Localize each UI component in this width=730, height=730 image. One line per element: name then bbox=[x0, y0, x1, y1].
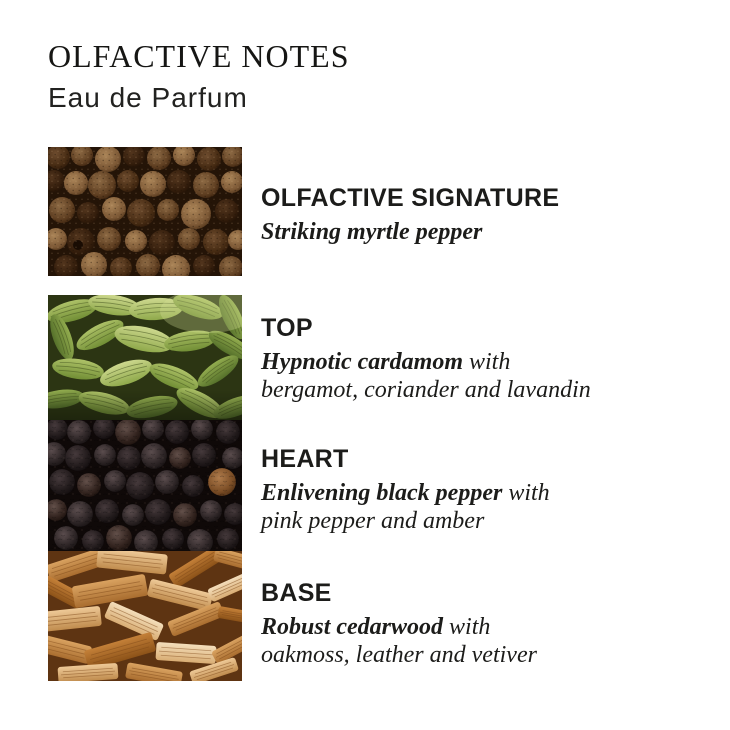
section-description bbox=[261, 348, 711, 404]
section-heading: OLFACTIVE SIGNATURE bbox=[261, 184, 560, 212]
section-top-notes bbox=[261, 315, 711, 404]
section-description bbox=[261, 613, 711, 669]
section-heading: TOP bbox=[261, 314, 313, 342]
section-heart-notes bbox=[261, 446, 711, 535]
section-heading: HEART bbox=[261, 445, 349, 473]
description-rest-line1: with bbox=[443, 614, 491, 640]
description-highlight: Hypnotic cardamom bbox=[261, 349, 463, 375]
cardamom-image bbox=[48, 295, 242, 420]
section-description bbox=[261, 218, 711, 246]
section-base-notes bbox=[261, 580, 711, 669]
section-description bbox=[261, 479, 711, 535]
description-highlight: Striking myrtle pepper bbox=[261, 219, 483, 245]
description-highlight: Robust cedarwood bbox=[261, 614, 444, 640]
cedarwood-image bbox=[48, 551, 242, 681]
black-pepper-image bbox=[48, 420, 242, 551]
page-subtitle: Eau de Parfum bbox=[48, 82, 248, 113]
section-heading: BASE bbox=[261, 579, 332, 607]
description-rest-line2: pink pepper and amber bbox=[261, 508, 485, 534]
description-highlight: Enlivening black pepper bbox=[261, 480, 503, 506]
description-rest-line1: with bbox=[502, 480, 550, 506]
myrtle-pepper-image bbox=[48, 147, 242, 276]
description-rest-line1: with bbox=[462, 349, 511, 375]
description-rest-line2: oakmoss, leather and vetiver bbox=[261, 642, 537, 668]
page-title: OLFACTIVE NOTES bbox=[48, 38, 350, 74]
section-olfactive-signature bbox=[261, 185, 711, 246]
description-rest-line2: bergamot, coriander and lavandin bbox=[261, 377, 591, 403]
